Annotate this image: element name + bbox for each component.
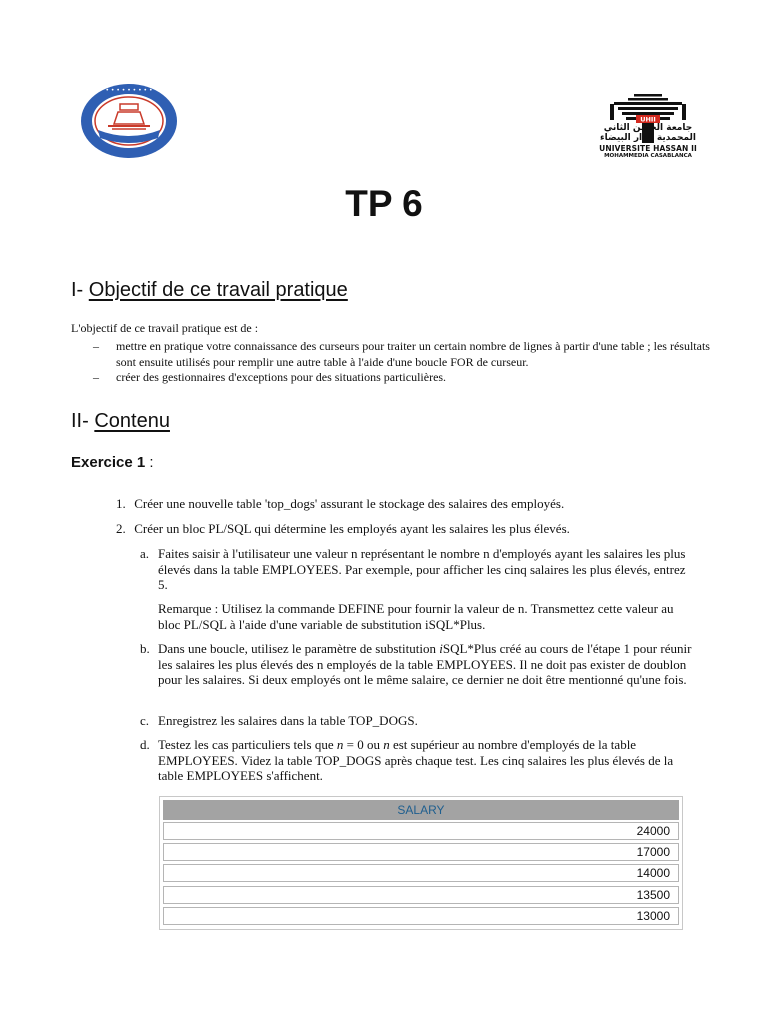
school-logo — [78, 82, 180, 160]
university-arabic-name: جامعة الحسن الثاني — [603, 123, 693, 133]
substep-text: Faites saisir à l'utilisateur une valeur n représentant le nombre n d'employés ayant les salaires les plus élevés dans la table EMPLOYEES. Par exemple, pour afficher les cinq salaires les plus élevés, entrez 5. — [158, 546, 686, 592]
substep-text — [158, 641, 696, 688]
objective-bullet-list — [93, 339, 713, 386]
step-number: 2. — [116, 521, 126, 536]
exercise-step-2 — [116, 521, 696, 537]
substep-a — [140, 546, 696, 593]
text-italic: i — [439, 641, 443, 656]
substep-letter: a. — [140, 546, 150, 561]
bullet-text: mettre en pratique votre connaissance des curseurs pour traiter un certain nombre de lignes à partir d'une table ; les résultats sont ensuite utilisés pour remplir une autre table à l'aide d'une boucle FOR de curseur. — [116, 339, 710, 369]
step-number: 1. — [116, 496, 126, 511]
dash-bullet-icon: – — [93, 370, 99, 384]
substep-c — [140, 713, 696, 729]
table-row: 14000 — [163, 864, 679, 882]
step-text: Créer un bloc PL/SQL qui détermine les employés ayant les salaires les plus élevés. — [134, 521, 570, 536]
university-name: UNIVERSITE HASSAN II — [599, 144, 697, 153]
university-city: MOHAMMEDIA CASABLANCA — [604, 152, 692, 159]
substep-letter: b. — [140, 641, 150, 656]
list-item — [93, 339, 713, 370]
text-part: = 0 ou — [343, 737, 384, 752]
text-italic: n — [383, 737, 390, 752]
substep-a-remark — [140, 601, 696, 632]
section-title: Contenu — [94, 410, 170, 432]
text-part: est supérieur au nombre d'employés de la table EMPLOYEES. Videz la table TOP_DOGS après chaque test. Les cinq salaires les plus élevés de la table EMPLOYEES s'affichent. — [158, 737, 674, 783]
logo-rim-text: • • • • • • • • • — [105, 87, 153, 94]
substep-letter: d. — [140, 737, 150, 752]
table-header: SALARY — [163, 800, 679, 820]
text-italic: n — [336, 737, 344, 752]
text-part: Dans une boucle, utilisez le paramètre de substitution — [158, 641, 440, 656]
section-heading-contenu — [71, 410, 170, 433]
section-number: I- — [71, 279, 84, 301]
substep-letter: c. — [140, 713, 150, 728]
exercise-suffix: : — [145, 454, 154, 471]
table-row: 13000 — [163, 907, 679, 925]
text-part: SQL*Plus créé au cours de l'étape 1 pour réunir les salaires les plus élevés des n employés de la table EMPLOYEES. Il ne doit pas exister de doublon pour les salaires. Si deux employés ont le même salaire, ce dernier ne doit être mentionné qu'une fois. — [158, 641, 692, 687]
university-arabic-city: المحمدية الدار البيضاء — [600, 133, 696, 143]
bullet-text: créer des gestionnaires d'exceptions pour des situations particulières. — [116, 370, 447, 384]
table-row: 17000 — [163, 843, 679, 861]
substep-b — [140, 641, 696, 688]
table-row: 24000 — [163, 822, 679, 840]
table-row: 13500 — [163, 886, 679, 904]
exercise-title — [71, 454, 154, 471]
substep-text — [158, 737, 696, 784]
step-text: Créer une nouvelle table 'top_dogs' assurant le stockage des salaires des employés. — [134, 496, 565, 511]
objective-intro: L'objectif de ce travail pratique est de : — [71, 321, 259, 335]
page-title: TP 6 — [345, 183, 423, 224]
substep-d — [140, 737, 696, 784]
dash-bullet-icon: – — [93, 339, 99, 353]
list-item — [93, 370, 713, 386]
exercise-step-1 — [116, 496, 696, 512]
text-part: Testez les cas particuliers tels que — [158, 737, 337, 752]
substep-text: Enregistrez les salaires dans la table TOP_DOGS. — [158, 713, 418, 728]
section-title: Objectif de ce travail pratique — [88, 279, 348, 301]
section-number: II- — [71, 410, 89, 432]
remark-text: Remarque : Utilisez la commande DEFINE pour fournir la valeur de n. Transmettez cette valeur au bloc PL/SQL à l'aide d'une variable de substitution iSQL*Plus. — [158, 601, 674, 632]
section-heading-objectif — [71, 279, 348, 302]
exercise-label: Exercice 1 — [71, 454, 146, 471]
salary-table — [159, 796, 683, 930]
university-name-block — [596, 124, 700, 159]
uhii-emblem-text: UHII — [640, 115, 656, 124]
